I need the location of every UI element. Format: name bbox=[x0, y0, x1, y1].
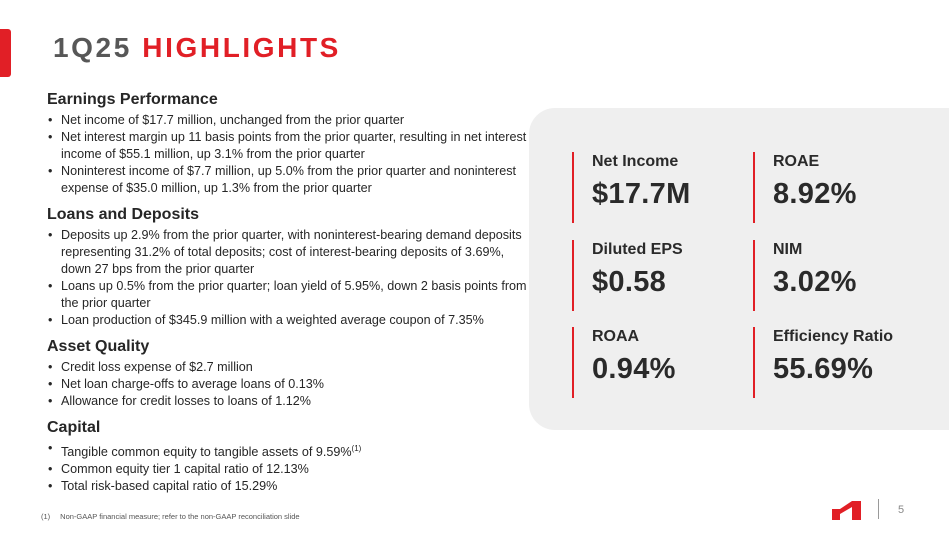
section-heading: Earnings Performance bbox=[47, 91, 218, 108]
bullet-item: • Noninterest income of $7.7 million, up 5.0% from the prior quarter and noninterest expense of $35.0 million, up 1.3% from the prior quarter bbox=[47, 163, 532, 197]
metric-net-income bbox=[572, 152, 691, 223]
bullet-item: • Loan production of $345.9 million with a weighted average coupon of 7.35% bbox=[47, 312, 532, 329]
bullet-item: • Credit loss expense of $2.7 million bbox=[47, 359, 532, 376]
bullet-item: • Total risk-based capital ratio of 15.29% bbox=[47, 478, 532, 495]
section-capital bbox=[47, 417, 532, 495]
logo-right-block bbox=[852, 501, 861, 520]
bullet-item: • Common equity tier 1 capital ratio of 12.13% bbox=[47, 461, 532, 478]
logo-divider bbox=[878, 499, 879, 519]
section-heading: Capital bbox=[47, 419, 101, 436]
company-logo-icon bbox=[832, 501, 861, 520]
metric-efficiency-ratio bbox=[753, 327, 893, 398]
metrics-panel bbox=[529, 108, 949, 430]
bullet-item: • Net loan charge-offs to average loans of 0.13% bbox=[47, 376, 532, 393]
bullet-text: Tangible common equity to tangible assets of 9.59% bbox=[61, 445, 352, 459]
bullet-item: • Net interest margin up 11 basis points from the prior quarter, resulting in net interest income of $55.1 million, up 3.1% from the prior quarter bbox=[47, 129, 532, 163]
bullet-item: • Deposits up 2.9% from the prior quarter, with noninterest-bearing demand deposits representing 31.2% of total deposits; cost of interest-bearing deposits of 3.69%, down 27 bps from the prior quarter bbox=[47, 227, 532, 278]
metric-value: 8.92% bbox=[773, 178, 857, 210]
metric-label: NIM bbox=[773, 241, 803, 258]
metric-roaa bbox=[572, 327, 676, 398]
footnote bbox=[41, 512, 300, 521]
page-number: 5 bbox=[898, 504, 905, 516]
metric-nim bbox=[753, 240, 857, 311]
title-quarter: 1Q25 bbox=[53, 32, 132, 63]
metric-value: 3.02% bbox=[773, 266, 857, 298]
bullet-item: • Net income of $17.7 million, unchanged from the prior quarter bbox=[47, 112, 532, 129]
metric-value: $0.58 bbox=[592, 266, 667, 298]
highlights-list bbox=[47, 89, 532, 502]
metric-label: Efficiency Ratio bbox=[773, 328, 894, 345]
metric-value: 55.69% bbox=[773, 353, 874, 385]
metric-label: Net Income bbox=[592, 153, 679, 170]
section-heading: Asset Quality bbox=[47, 338, 150, 355]
footnote-text: Non-GAAP financial measure; refer to the non-GAAP reconciliation slide bbox=[60, 512, 300, 521]
metric-label: Diluted EPS bbox=[592, 241, 683, 258]
bullet-item bbox=[47, 440, 532, 461]
footnote-number: (1) bbox=[41, 512, 51, 521]
section-earnings-performance bbox=[47, 89, 532, 197]
page-title bbox=[53, 32, 341, 64]
bullet-item: • Loans up 0.5% from the prior quarter; loan yield of 5.95%, down 2 basis points from the prior quarter bbox=[47, 278, 532, 312]
metric-label: ROAA bbox=[592, 328, 640, 345]
logo-diagonal bbox=[840, 501, 852, 514]
metric-diluted-eps bbox=[572, 240, 683, 311]
footnote-marker: (1) bbox=[351, 444, 362, 453]
metric-roae bbox=[753, 152, 857, 223]
section-loans-and-deposits bbox=[47, 204, 532, 329]
logo-left-block bbox=[832, 509, 840, 520]
accent-bar bbox=[0, 29, 11, 77]
section-asset-quality bbox=[47, 336, 532, 410]
metric-label: ROAE bbox=[773, 153, 820, 170]
title-highlights: HIGHLIGHTS bbox=[142, 32, 341, 63]
metric-value: $17.7M bbox=[592, 178, 691, 210]
metric-value: 0.94% bbox=[592, 353, 676, 385]
section-heading: Loans and Deposits bbox=[47, 206, 200, 223]
bullet-item: • Allowance for credit losses to loans of 1.12% bbox=[47, 393, 532, 410]
